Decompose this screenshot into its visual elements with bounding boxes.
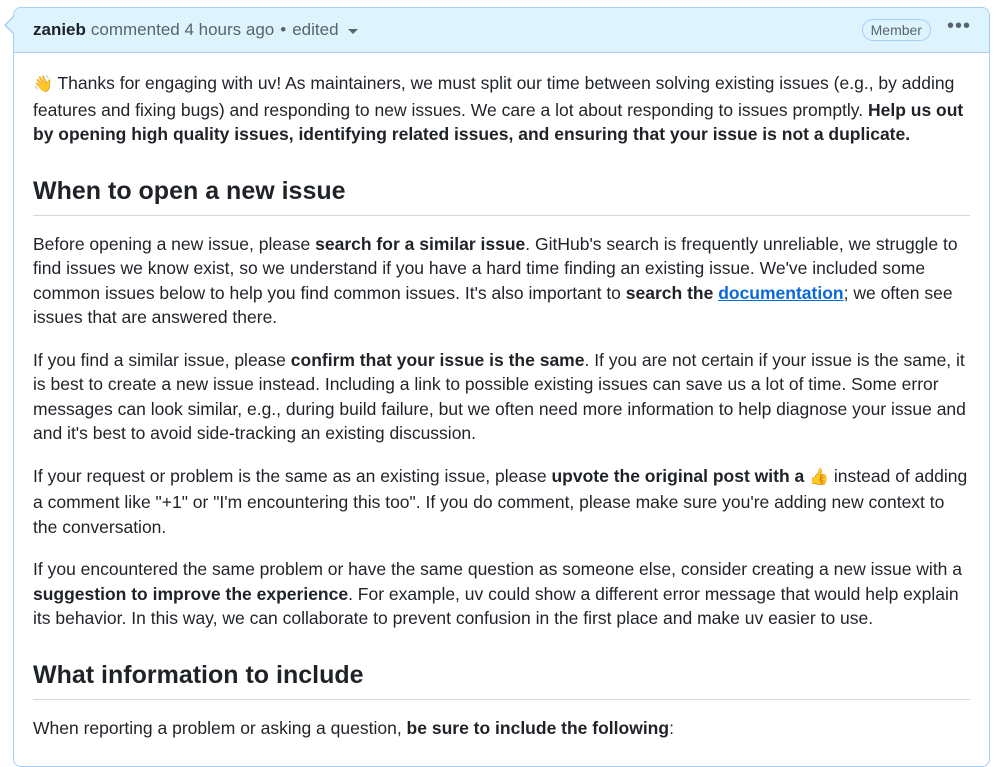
paragraph-suggestion: If you encountered the same problem or have the same question as someone else, consider creating a new issue with a suggestion to improve the experience. For example, uv could show a different error message that would help explain its behavior. In this way, we can collaborate to prevent confusion in the first place and make uv easier to use. xyxy=(33,559,963,628)
triangle-down-icon xyxy=(348,29,358,34)
heading-when-to-open: When to open a new issue xyxy=(33,176,970,216)
kebab-horizontal-icon[interactable]: ••• xyxy=(946,15,971,37)
comment-caret-fill xyxy=(6,17,14,33)
comment-header xyxy=(14,8,989,53)
paragraph-upvote: If your request or problem is the same as an existing issue, please upvote the original post with a 👍 instead of adding a comment like "+1" or "I'm encountering this too". If you do comment, please make sure you're adding new context to the conversation. xyxy=(33,465,968,537)
member-badge: Member xyxy=(862,19,931,41)
comment-body xyxy=(14,53,989,740)
intro-paragraph: 👋 Thanks for engaging with uv! As maintainers, we must split our time between solving existing issues (e.g., by adding features and fixing bugs) and responding to new issues. We care a lot about responding to issues promptly. Help us out by opening high quality issues, identifying related issues, and ensuring that your issue is not a duplicate. xyxy=(33,73,964,144)
documentation-link[interactable]: documentation xyxy=(718,282,844,303)
heading-what-to-include: What information to include xyxy=(33,660,970,700)
paragraph-confirm: If you find a similar issue, please confirm that your issue is the same. If you are not certain if your issue is the same, it is best to create a new issue instead. Including a link to possible existing issues can save us a lot of time. Some error messages can look similar, e.g., during build failure, but we often need more information to help diagnose your issue and and it's best to avoid side-tracking an existing discussion. xyxy=(33,349,966,443)
comment-card xyxy=(13,7,990,767)
separator: • xyxy=(280,20,287,39)
paragraph-search: Before opening a new issue, please search for a similar issue. GitHub's search is frequently unreliable, we struggle to find issues we know exist, so we understand if you have a hard time finding an existing issue. We've included some common issues below to help you find common issues. It's also important to search the documentation; we often see issues that are answered there. xyxy=(33,233,958,327)
thumbs-up-emoji-icon: 👍 xyxy=(809,468,830,486)
wave-emoji-icon: 👋 xyxy=(33,76,53,93)
paragraph-include: When reporting a problem or asking a question, be sure to include the following: xyxy=(33,717,674,738)
comment-timestamp[interactable]: commented 4 hours ago xyxy=(90,20,275,39)
author-link[interactable]: zanieb xyxy=(33,20,86,39)
edited-label: edited xyxy=(292,20,339,39)
edited-dropdown[interactable] xyxy=(292,20,357,40)
